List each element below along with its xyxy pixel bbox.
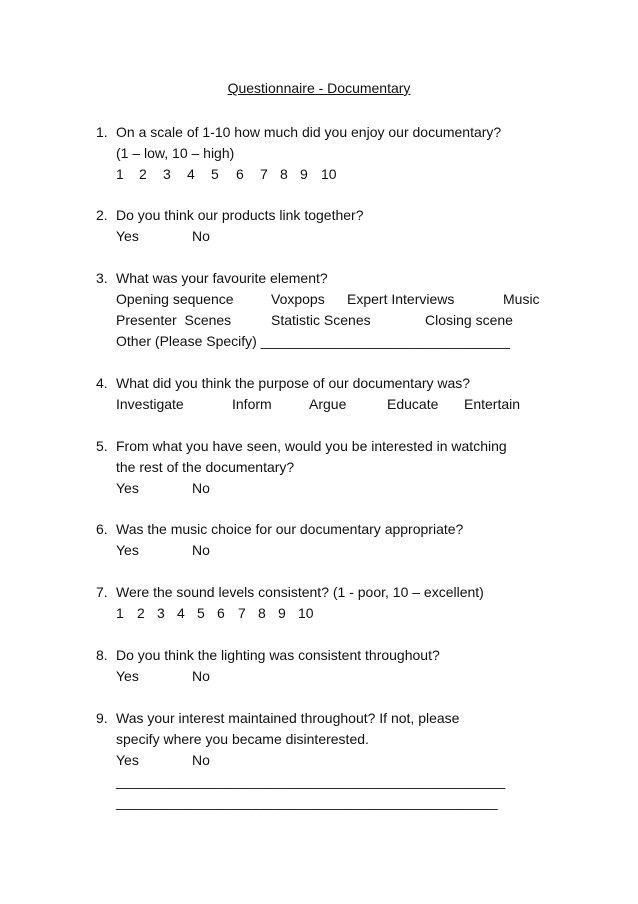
scale-option-6[interactable]: 6 (217, 605, 225, 621)
scale-option-7[interactable]: 7 (238, 605, 246, 621)
option-presenter-scenes[interactable]: Presenter Scenes (116, 312, 232, 328)
option-opening-sequence[interactable]: Opening sequence (116, 291, 234, 307)
scale-option-4[interactable]: 4 (187, 166, 195, 182)
option-expert-interviews[interactable]: Expert Interviews (347, 291, 455, 307)
scale-option-10[interactable]: 10 (298, 605, 314, 621)
answer-line[interactable]: _________________________________________________ (116, 794, 498, 810)
option-investigate[interactable]: Investigate (116, 396, 184, 412)
scale-option-5[interactable]: 5 (211, 166, 219, 182)
question-text: Do you think the lighting was consistent throughout? (116, 647, 440, 663)
question-number: 7. (96, 584, 108, 600)
scale-option-1[interactable]: 1 (116, 166, 124, 182)
question-number: 3. (96, 270, 108, 286)
scale-option-3[interactable]: 3 (163, 166, 171, 182)
option-yes[interactable]: Yes (116, 752, 139, 768)
scale-option-1[interactable]: 1 (116, 605, 124, 621)
option-no[interactable]: No (192, 480, 210, 496)
page-title: Questionnaire - Documentary (227, 80, 411, 96)
scale-option-7[interactable]: 7 (260, 166, 268, 182)
question-text: the rest of the documentary? (116, 459, 295, 475)
question-number: 5. (96, 438, 108, 454)
question-text: What did you think the purpose of our documentary was? (116, 375, 471, 391)
scale-option-2[interactable]: 2 (137, 605, 145, 621)
question-text: From what you have seen, would you be interested in watching (116, 438, 507, 454)
question-text: Do you think our products link together? (116, 207, 364, 223)
question-text: Was your interest maintained throughout? If not, please (116, 710, 460, 726)
question-text: What was your favourite element? (116, 270, 328, 286)
scale-option-4[interactable]: 4 (177, 605, 185, 621)
scale-option-3[interactable]: 3 (157, 605, 165, 621)
option-argue[interactable]: Argue (309, 396, 347, 412)
question-text: specify where you became disinterested. (116, 731, 369, 747)
option-entertain[interactable]: Entertain (464, 396, 521, 412)
other-specify-field[interactable]: Other (Please Specify) ________________________________ (116, 333, 510, 349)
option-no[interactable]: No (192, 228, 210, 244)
question-number: 4. (96, 375, 108, 391)
scale-option-6[interactable]: 6 (236, 166, 244, 182)
option-statistic-scenes[interactable]: Statistic Scenes (271, 312, 371, 328)
question-number: 9. (96, 710, 108, 726)
scale-option-5[interactable]: 5 (197, 605, 205, 621)
question-text: Was the music choice for our documentary appropriate? (116, 521, 464, 537)
question-text: Were the sound levels consistent? (1 - poor, 10 – excellent) (116, 584, 484, 600)
option-yes[interactable]: Yes (116, 542, 139, 558)
question-number: 2. (96, 207, 108, 223)
scale-option-8[interactable]: 8 (280, 166, 288, 182)
question-text: (1 – low, 10 – high) (116, 145, 235, 161)
question-number: 6. (96, 521, 108, 537)
scale-option-8[interactable]: 8 (258, 605, 266, 621)
question-number: 8. (96, 647, 108, 663)
scale-option-10[interactable]: 10 (321, 166, 337, 182)
scale-option-2[interactable]: 2 (139, 166, 147, 182)
option-closing-scene[interactable]: Closing scene (425, 312, 513, 328)
option-yes[interactable]: Yes (116, 480, 139, 496)
option-educate[interactable]: Educate (387, 396, 439, 412)
option-no[interactable]: No (192, 752, 210, 768)
question-number: 1. (96, 124, 108, 140)
option-yes[interactable]: Yes (116, 228, 139, 244)
scale-option-9[interactable]: 9 (278, 605, 286, 621)
scale-option-9[interactable]: 9 (300, 166, 308, 182)
option-yes[interactable]: Yes (116, 668, 139, 684)
option-voxpops[interactable]: Voxpops (271, 291, 325, 307)
option-no[interactable]: No (192, 668, 210, 684)
option-inform[interactable]: Inform (232, 396, 272, 412)
question-text: On a scale of 1-10 how much did you enjoy our documentary? (116, 124, 502, 140)
option-no[interactable]: No (192, 542, 210, 558)
answer-line[interactable]: __________________________________________________ (116, 773, 506, 789)
option-music[interactable]: Music (503, 291, 540, 307)
